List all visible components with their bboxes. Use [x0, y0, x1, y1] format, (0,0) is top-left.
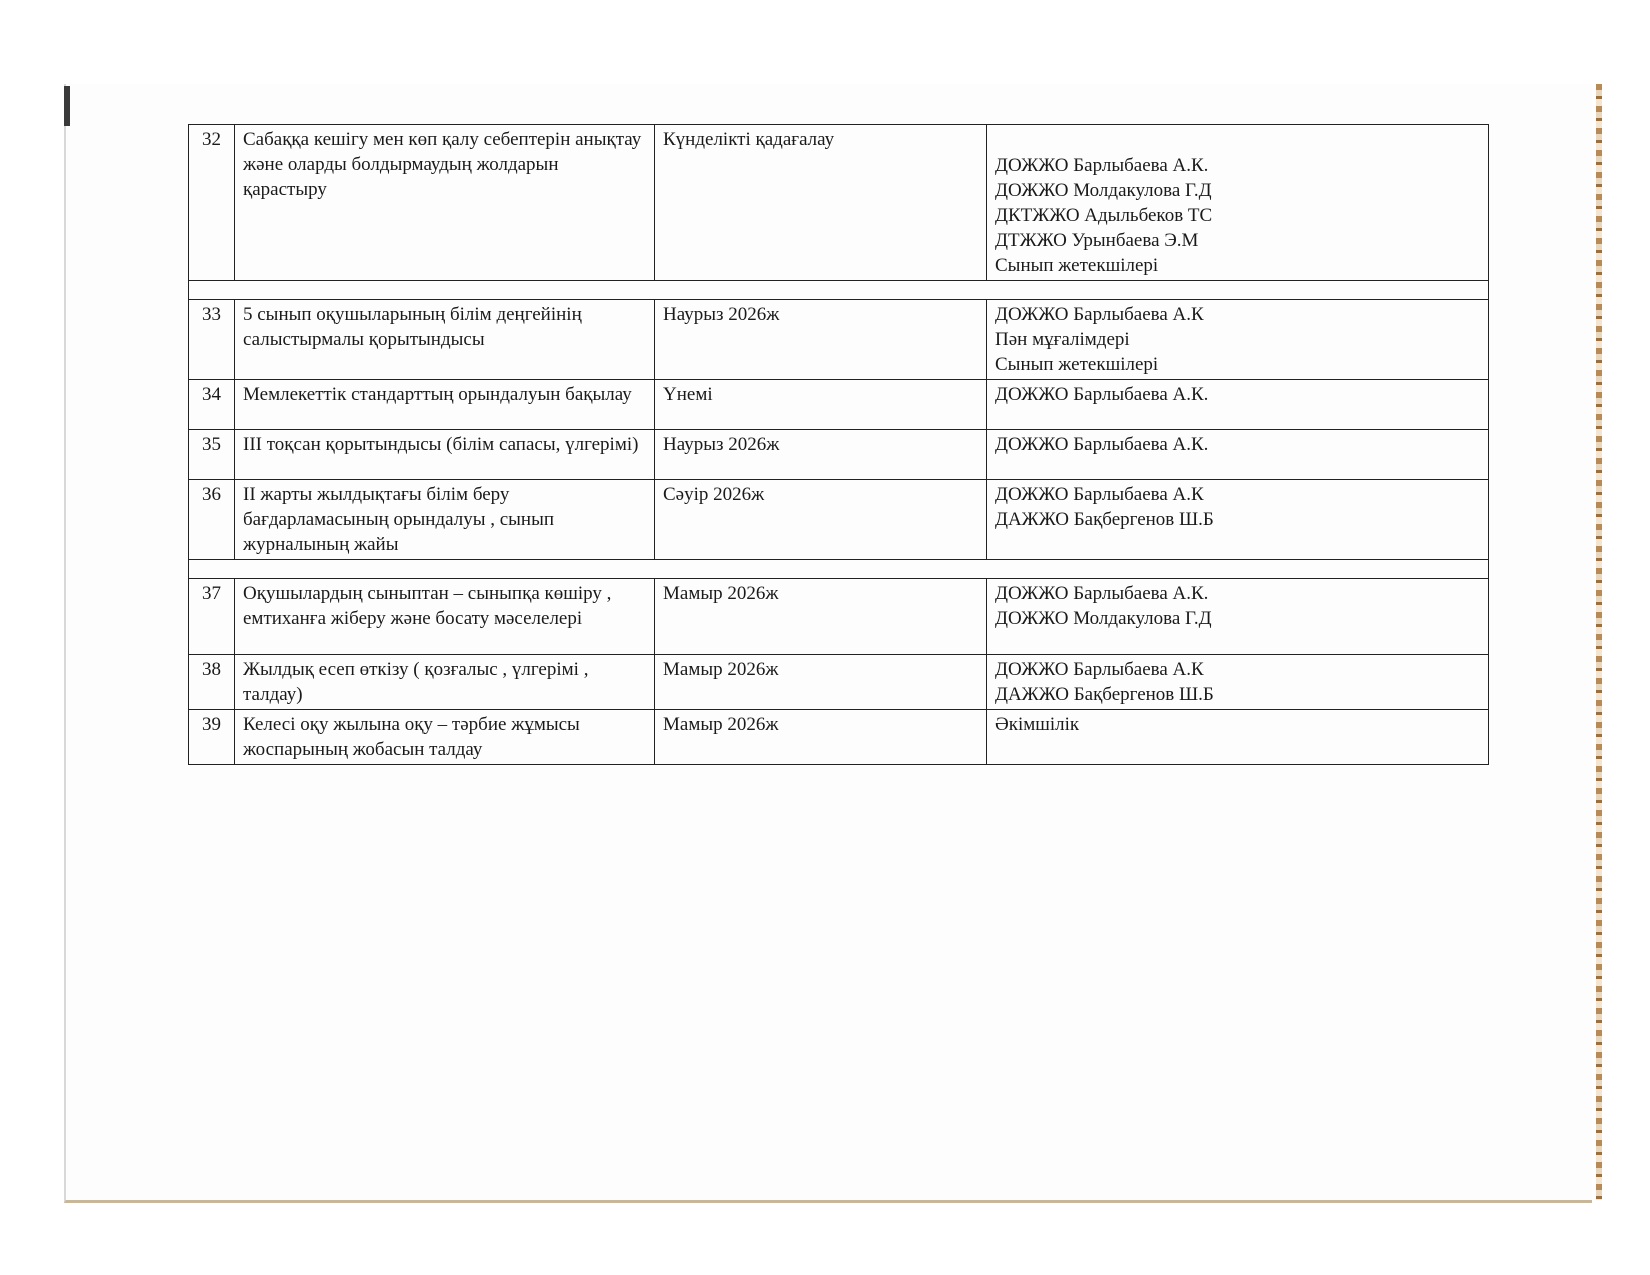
deadline-cell: Мамыр 2026ж	[655, 579, 987, 655]
deadline-cell: Мамыр 2026ж	[655, 655, 987, 710]
responsible-person: ДОЖЖО Молдакулова Г.Д	[995, 608, 1212, 629]
scan-edge-mark	[64, 86, 70, 126]
task-cell: ІІІ тоқсан қорытындысы (білім сапасы, үлгерімі)	[235, 430, 655, 480]
responsible-person: Әкімшілік	[995, 714, 1080, 735]
deadline-cell: Сәуір 2026ж	[655, 480, 987, 560]
task-cell: ІІ жарты жылдықтағы білім беру бағдарламасының орындалуы , сынып журналының жайы	[235, 480, 655, 560]
table-row	[189, 300, 1489, 380]
row-number: 33	[189, 300, 235, 380]
responsible-person: ДТЖЖО Урынбаева Э.М	[995, 230, 1199, 251]
responsible-cell	[987, 655, 1489, 710]
task-cell: Сабаққа кешігу мен көп қалу себептерін анықтау және оларды болдырмаудың жолдарын қарастыру	[235, 125, 655, 281]
responsible-person: ДОЖЖО Барлыбаева А.К.	[995, 434, 1209, 455]
responsible-cell	[987, 710, 1489, 765]
task-cell: Келесі оқу жылына оқу – тәрбие жұмысы жоспарының жобасын талдау	[235, 710, 655, 765]
table-row	[189, 480, 1489, 560]
responsible-person: ДОЖЖО Барлыбаева А.К	[995, 304, 1204, 325]
table-row	[189, 710, 1489, 765]
responsible-person: ДОЖЖО Барлыбаева А.К.	[995, 583, 1209, 604]
task-cell: Мемлекеттік стандарттың орындалуын бақылау	[235, 380, 655, 430]
row-number: 37	[189, 579, 235, 655]
table-row	[189, 655, 1489, 710]
responsible-person: Сынып жетекшілері	[995, 255, 1159, 276]
row-number: 35	[189, 430, 235, 480]
deadline-cell: Үнемі	[655, 380, 987, 430]
table-spacer-row	[189, 560, 1489, 579]
responsible-person: ДОЖЖО Молдакулова Г.Д	[995, 180, 1212, 201]
row-number: 38	[189, 655, 235, 710]
responsible-person: ДКТЖЖО Адыльбеков ТС	[995, 205, 1213, 226]
row-number: 34	[189, 380, 235, 430]
responsible-person: ДОЖЖО Барлыбаева А.К	[995, 659, 1204, 680]
responsible-cell	[987, 480, 1489, 560]
task-cell: Оқушылардың сыныптан – сыныпқа көшіру , емтиханға жіберу және босату мәселелері	[235, 579, 655, 655]
responsible-cell	[987, 300, 1489, 380]
table-row	[189, 579, 1489, 655]
table-row	[189, 430, 1489, 480]
deadline-cell: Наурыз 2026ж	[655, 300, 987, 380]
row-number: 32	[189, 125, 235, 281]
responsible-person: ДАЖЖО Бақбергенов Ш.Б	[995, 509, 1214, 530]
table-row	[189, 380, 1489, 430]
responsible-person: ДОЖЖО Барлыбаева А.К.	[995, 384, 1209, 405]
responsible-cell	[987, 430, 1489, 480]
responsible-cell	[987, 380, 1489, 430]
responsible-person: Пән мұғалімдері	[995, 329, 1130, 350]
responsible-person: ДОЖЖО Барлыбаева А.К	[995, 484, 1204, 505]
task-cell: Жылдық есеп өткізу ( қозғалыс , үлгерімі , талдау)	[235, 655, 655, 710]
deadline-cell: Наурыз 2026ж	[655, 430, 987, 480]
row-number: 36	[189, 480, 235, 560]
responsible-person: ДАЖЖО Бақбергенов Ш.Б	[995, 684, 1214, 705]
responsible-cell	[987, 125, 1489, 281]
table-spacer-row	[189, 281, 1489, 300]
deadline-cell: Күнделікті қадағалау	[655, 125, 987, 281]
deadline-cell: Мамыр 2026ж	[655, 710, 987, 765]
table-row	[189, 125, 1489, 281]
task-cell: 5 сынып оқушыларының білім деңгейінің салыстырмалы қорытындысы	[235, 300, 655, 380]
responsible-person: Сынып жетекшілері	[995, 354, 1159, 375]
responsible-person: ДОЖЖО Барлыбаева А.К.	[995, 155, 1209, 176]
responsible-cell	[987, 579, 1489, 655]
work-plan-table	[188, 124, 1489, 765]
row-number: 39	[189, 710, 235, 765]
